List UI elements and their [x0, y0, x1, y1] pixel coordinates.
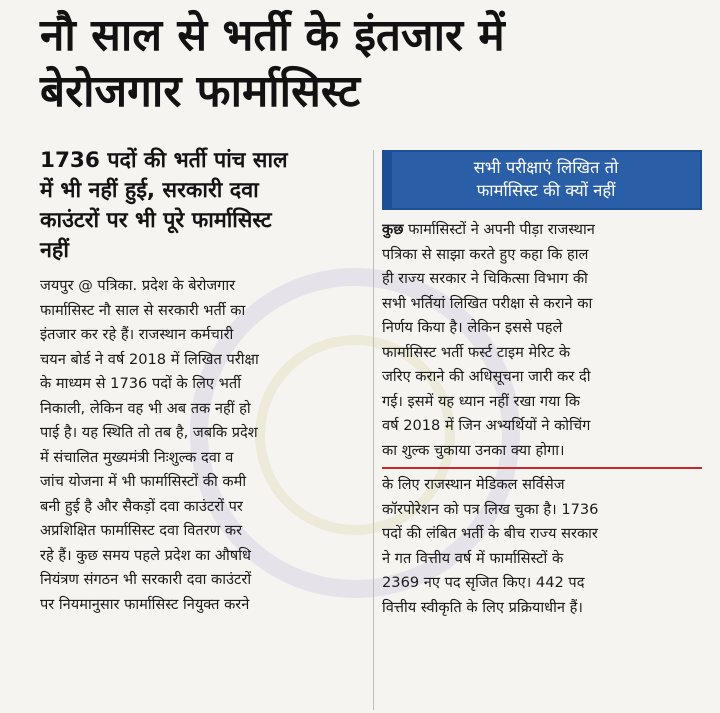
body-line: के लिए राजस्थान मेडिकल सर्विसेज — [382, 476, 565, 493]
sidebar-box-heading — [382, 150, 702, 210]
headline-line-2: बेरोजगार फार्मासिस्ट — [40, 66, 361, 117]
subheadline-line: 1736 पदों की भर्ती पांच साल — [40, 148, 288, 173]
body-line: बनी हुई है और सैकड़ों दवा काउंटरों पर — [40, 497, 243, 515]
continued-article-body — [382, 473, 702, 620]
body-line: कॉरपोरेशन को पत्र लिख चुका है। 1736 — [382, 500, 599, 518]
subheadline-line: काउंटरों पर भी पूरे फार्मासिस्ट — [40, 208, 272, 233]
body-line: नियंत्रण संगठन भी सरकारी दवा काउंटरों — [40, 571, 252, 588]
body-line: सभी भर्तियां लिखित परीक्षा से कराने का — [382, 294, 593, 312]
headline-line-1: नौ साल से भर्ती के इंतजार में — [40, 10, 505, 61]
body-line: पर नियमानुसार फार्मासिस्ट नियुक्त करने — [40, 595, 250, 613]
subheadline — [40, 146, 365, 266]
lead-word: कुछ — [382, 221, 404, 238]
sidebar-box-line-2: फार्मासिस्ट की क्यों नहीं — [476, 181, 616, 200]
left-article-body — [40, 274, 365, 617]
first-line-rest: फार्मासिस्टों ने अपनी पीड़ा राजस्थान — [403, 221, 595, 238]
body-line: ही राज्य सरकार ने चिकित्सा विभाग की — [382, 270, 588, 287]
body-line: निकाली, लेकिन वह भी अब तक नहीं हो — [40, 399, 251, 417]
red-divider-rule — [382, 467, 702, 469]
body-line: जयपुर @ पत्रिका. प्रदेश के बेरोजगार — [40, 277, 236, 294]
column-divider — [373, 150, 374, 710]
body-line: जरिए कराने की अधिसूचना जारी कर दी — [382, 368, 591, 385]
body-line: गई। इसमें यह ध्यान नहीं रखा गया कि — [382, 392, 580, 410]
subheadline-line: नहीं — [40, 238, 69, 263]
sidebar-article-body — [382, 218, 702, 463]
body-line: का शुल्क चुकाया उनका क्या होगा। — [382, 441, 565, 459]
body-line: ने गत वित्तीय वर्ष में फार्मासिस्टों के — [382, 549, 564, 567]
body-line: चयन बोर्ड ने वर्ष 2018 में लिखित परीक्षा — [40, 350, 259, 368]
body-line: इंतजार कर रहे हैं। राजस्थान कर्मचारी — [40, 326, 234, 343]
sidebar-box-line-1: सभी परीक्षाएं लिखित तो — [473, 158, 619, 177]
body-line: फार्मासिस्ट नौ साल से सरकारी भर्ती का — [40, 301, 246, 319]
body-line: अप्रशिक्षित फार्मासिस्ट दवा वितरण कर — [40, 522, 243, 539]
right-column — [382, 150, 702, 620]
body-line: वित्तीय स्वीकृति के लिए प्रक्रियाधीन हैं। — [382, 598, 583, 616]
body-line: जांच योजना में भी फार्मासिस्टों की कमी — [40, 473, 247, 490]
body-line: रहे हैं। कुछ समय पहले प्रदेश का औषधि — [40, 546, 251, 564]
body-line: फार्मासिस्ट भर्ती फर्स्ट टाइम मेरिट के — [382, 343, 571, 361]
body-line: पत्रिका से साझा करते हुए कहा कि हाल — [382, 245, 589, 263]
body-line — [382, 218, 702, 243]
body-line: 2369 नए पद सृजित किए। 442 पद — [382, 574, 585, 591]
left-column — [40, 146, 365, 617]
body-line: पाई है। यह स्थिति तो तब है, जबकि प्रदेश — [40, 424, 258, 441]
body-line: निर्णय किया है। लेकिन इससे पहले — [382, 319, 563, 336]
body-line: पदों की लंबित भर्ती के बीच राज्य सरकार — [382, 525, 598, 542]
subheadline-line: में भी नहीं हुई, सरकारी दवा — [40, 178, 259, 203]
body-line: वर्ष 2018 में जिन अभ्यर्थियों ने कोचिंग — [382, 417, 591, 434]
headline — [40, 8, 680, 120]
body-line: के माध्यम से 1736 पदों के लिए भर्ती — [40, 375, 242, 392]
body-line: में संचालित मुख्यमंत्री निःशुल्क दवा व — [40, 448, 234, 466]
